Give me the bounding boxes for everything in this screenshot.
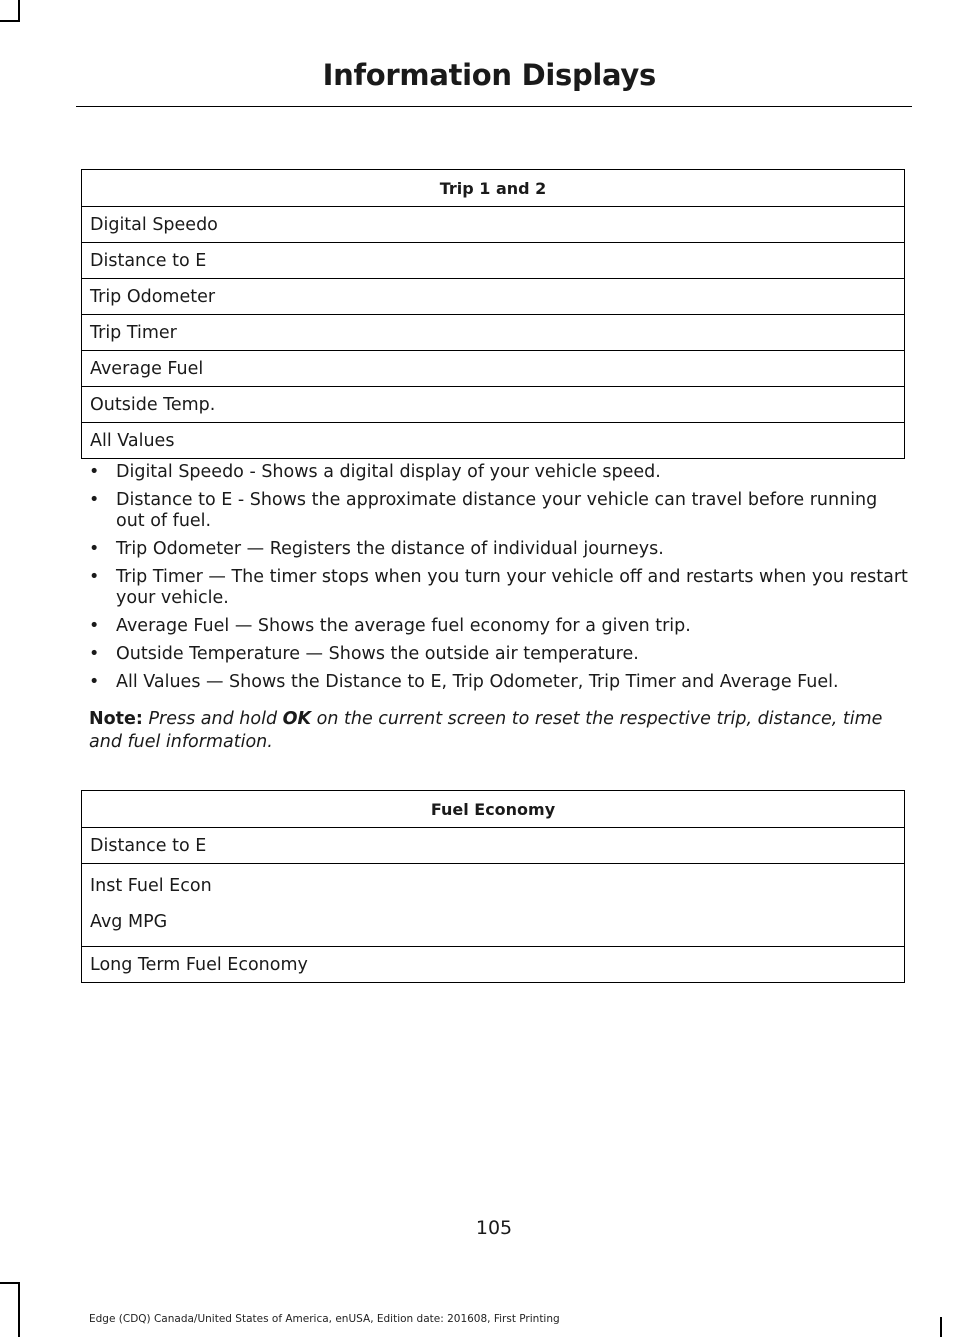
fuel-table-heading: Fuel Economy: [82, 791, 905, 828]
list-item: • Average Fuel — Shows the average fuel economy for a given trip.: [89, 616, 911, 637]
header-divider: [76, 106, 912, 107]
list-item: • Distance to E - Shows the approximate distance your vehicle can travel before running out of fuel.: [89, 490, 911, 532]
note-text-before: Press and hold: [148, 709, 278, 729]
fuel-economy-table: [81, 790, 905, 983]
crop-mark-top-left: [18, 0, 20, 22]
note-paragraph: [89, 708, 911, 754]
footer-text: Edge (CDQ) Canada/United States of America, enUSA, Edition date: 201608, First Printing: [89, 1313, 560, 1325]
list-item: • All Values — Shows the Distance to E, Trip Odometer, Trip Timer and Average Fuel.: [89, 672, 911, 693]
table-row-line: Inst Fuel Econ: [90, 876, 212, 896]
list-item: • Trip Odometer — Registers the distance of individual journeys.: [89, 539, 911, 560]
crop-mark-bottom-left-h: [0, 1282, 20, 1284]
page-title: Information Displays: [322, 58, 656, 92]
table-row: Distance to E: [82, 828, 905, 864]
crop-mark-top-left-h: [0, 20, 20, 22]
table-row-line: Avg MPG: [90, 912, 168, 932]
note-key: OK: [282, 709, 312, 729]
list-item: • Digital Speedo - Shows a digital display of your vehicle speed.: [89, 462, 911, 483]
bullet-list: [89, 462, 911, 700]
trip-table: [81, 169, 905, 459]
trip-table-heading: Trip 1 and 2: [82, 170, 905, 207]
table-row: Outside Temp.: [82, 387, 905, 423]
table-row: Digital Speedo: [82, 207, 905, 243]
table-row: [82, 864, 905, 947]
table-row: Average Fuel: [82, 351, 905, 387]
note-text-after: on the current screen to reset the respective trip, distance, time and fuel information.: [89, 709, 883, 752]
note-label: Note:: [89, 709, 143, 729]
table-row: All Values: [82, 423, 905, 459]
crop-mark-bottom-right: [940, 1317, 942, 1337]
table-row: Distance to E: [82, 243, 905, 279]
page-number: 105: [475, 1217, 513, 1239]
table-row: Long Term Fuel Economy: [82, 947, 905, 983]
table-row: Trip Timer: [82, 315, 905, 351]
table-row: Trip Odometer: [82, 279, 905, 315]
list-item: • Outside Temperature — Shows the outside air temperature.: [89, 644, 911, 665]
list-item: • Trip Timer — The timer stops when you turn your vehicle off and restarts when you restart your vehicle.: [89, 567, 911, 609]
crop-mark-bottom-left: [18, 1282, 20, 1337]
